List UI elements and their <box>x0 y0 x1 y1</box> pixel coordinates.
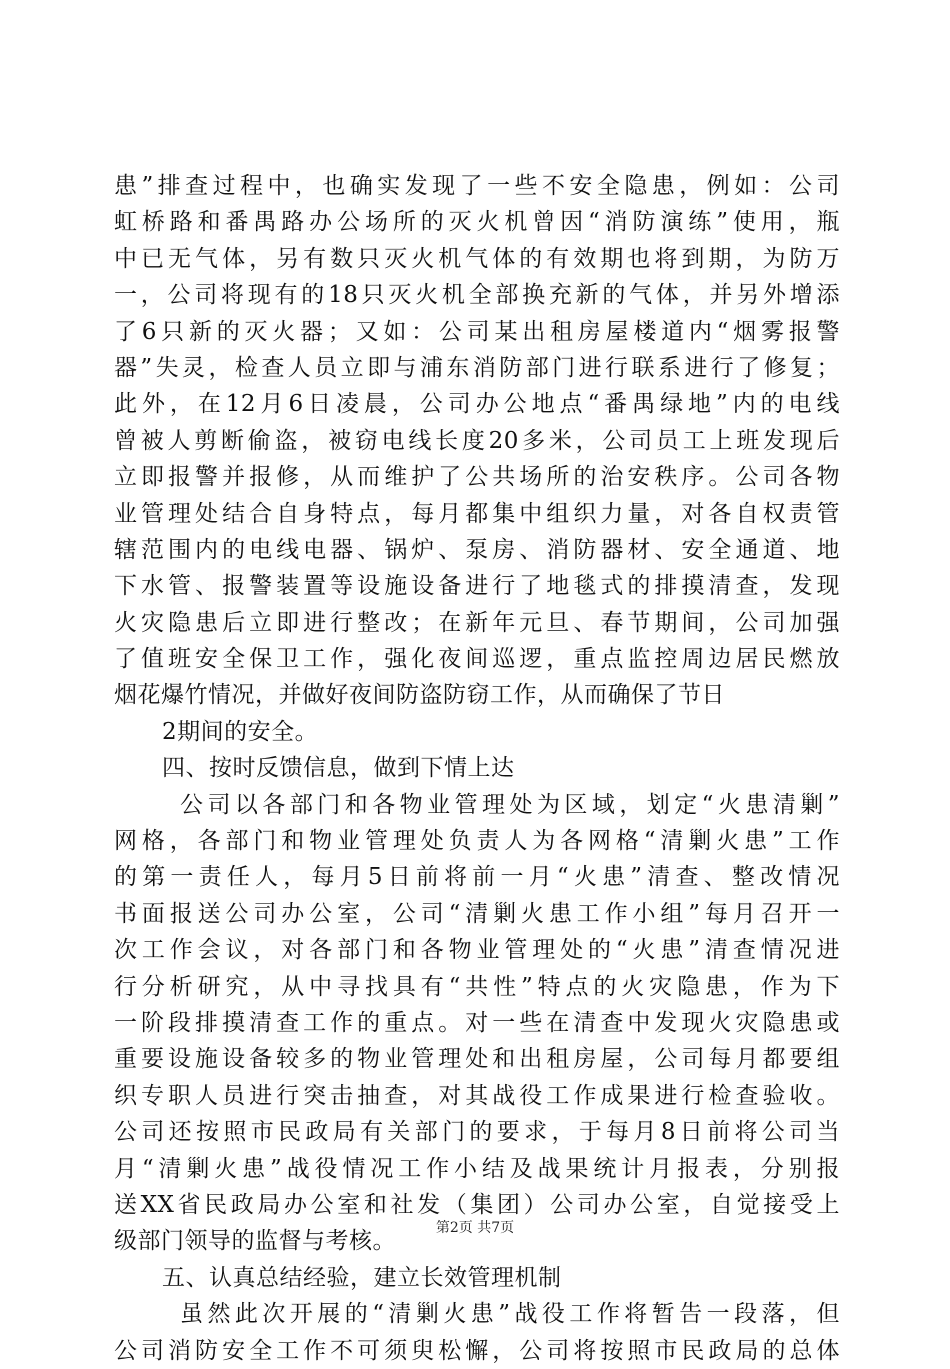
section-heading: 五、认真总结经验，建立长效管理机制 <box>162 1264 562 1291</box>
text-line: 送XX省民政局办公室和社发（集团）公司办公室，自觉接受上 <box>114 1191 840 1218</box>
text-line: 月“清剿火患”战役情况工作小结及战果统计月报表，分别报 <box>114 1155 840 1182</box>
text-line: 网格，各部门和物业管理处负责人为各网格“清剿火患”工作 <box>114 828 840 855</box>
text-line: 织专职人员进行突击抽查，对其战役工作成果进行检查验收。 <box>114 1082 840 1109</box>
text-line: 一，公司将现有的18只灭火机全部换充新的气体，并另外增添 <box>114 282 840 309</box>
section-heading: 四、按时反馈信息，做到下情上达 <box>162 755 515 782</box>
text-line: 了值班安全保卫工作，强化夜间巡逻，重点监控周边居民燃放 <box>114 646 840 673</box>
text-line: 器”失灵，检查人员立即与浦东消防部门进行联系进行了修复； <box>114 354 840 381</box>
page-number-footer: 第2页 共7页 <box>435 1220 515 1236</box>
text-line: 立即报警并报修，从而维护了公共场所的治安秩序。公司各物 <box>114 464 840 491</box>
text-line: 虹桥路和番禺路办公场所的灭火机曾因“消防演练”使用，瓶 <box>114 209 840 236</box>
paragraph-first-line: 公司以各部门和各物业管理处为区域，划定“火患清剿” <box>180 791 840 818</box>
text-line: 公司还按照市民政局有关部门的要求，于每月8日前将公司当 <box>114 1119 840 1146</box>
text-line: 2期间的安全。 <box>162 718 319 745</box>
text-line: 公司消防安全工作不可须臾松懈，公司将按照市民政局的总体 <box>114 1337 840 1364</box>
paragraph-first-line: 虽然此次开展的“清剿火患”战役工作将暂告一段落，但 <box>180 1301 840 1328</box>
text-line: 辖范围内的电线电器、锅炉、泵房、消防器材、安全通道、地 <box>114 536 840 563</box>
text-line: 此外，在12月6日凌晨，公司办公地点“番禺绿地”内的电线 <box>114 391 840 418</box>
text-line: 曾被人剪断偷盗，被窃电线长度20多米，公司员工上班发现后 <box>114 427 840 454</box>
text-line: 行分析研究，从中寻找具有“共性”特点的火灾隐患，作为下 <box>114 973 840 1000</box>
text-line: 火灾隐患后立即进行整改；在新年元旦、春节期间，公司加强 <box>114 609 840 636</box>
text-line: 烟花爆竹情况，并做好夜间防盗防窃工作，从而确保了节日 <box>114 682 725 709</box>
text-line: 业管理处结合自身特点，每月都集中组织力量，对各自权责管 <box>114 500 840 527</box>
text-line: 重要设施设备较多的物业管理处和出租房屋，公司每月都要组 <box>114 1046 840 1073</box>
text-line: 一阶段排摸清查工作的重点。对一些在清查中发现火灾隐患或 <box>114 1009 840 1036</box>
text-line: 的第一责任人，每月5日前将前一月“火患”清查、整改情况 <box>114 864 840 891</box>
text-line: 患”排查过程中，也确实发现了一些不安全隐患，例如：公司 <box>114 173 840 199</box>
text-line: 书面报送公司办公室，公司“清剿火患工作小组”每月召开一 <box>114 900 840 927</box>
text-line: 下水管、报警装置等设施设备进行了地毯式的排摸清查，发现 <box>114 573 840 600</box>
document-body <box>114 168 840 1369</box>
text-line: 次工作会议，对各部门和各物业管理处的“火患”清查情况进 <box>114 937 840 964</box>
text-line: 级部门领导的监督与考核。 <box>114 1228 396 1255</box>
text-line: 中已无气体，另有数只灭火机气体的有效期也将到期，为防万 <box>114 245 840 272</box>
text-line: 了6只新的灭火器；又如：公司某出租房屋楼道内“烟雾报警 <box>114 318 840 345</box>
